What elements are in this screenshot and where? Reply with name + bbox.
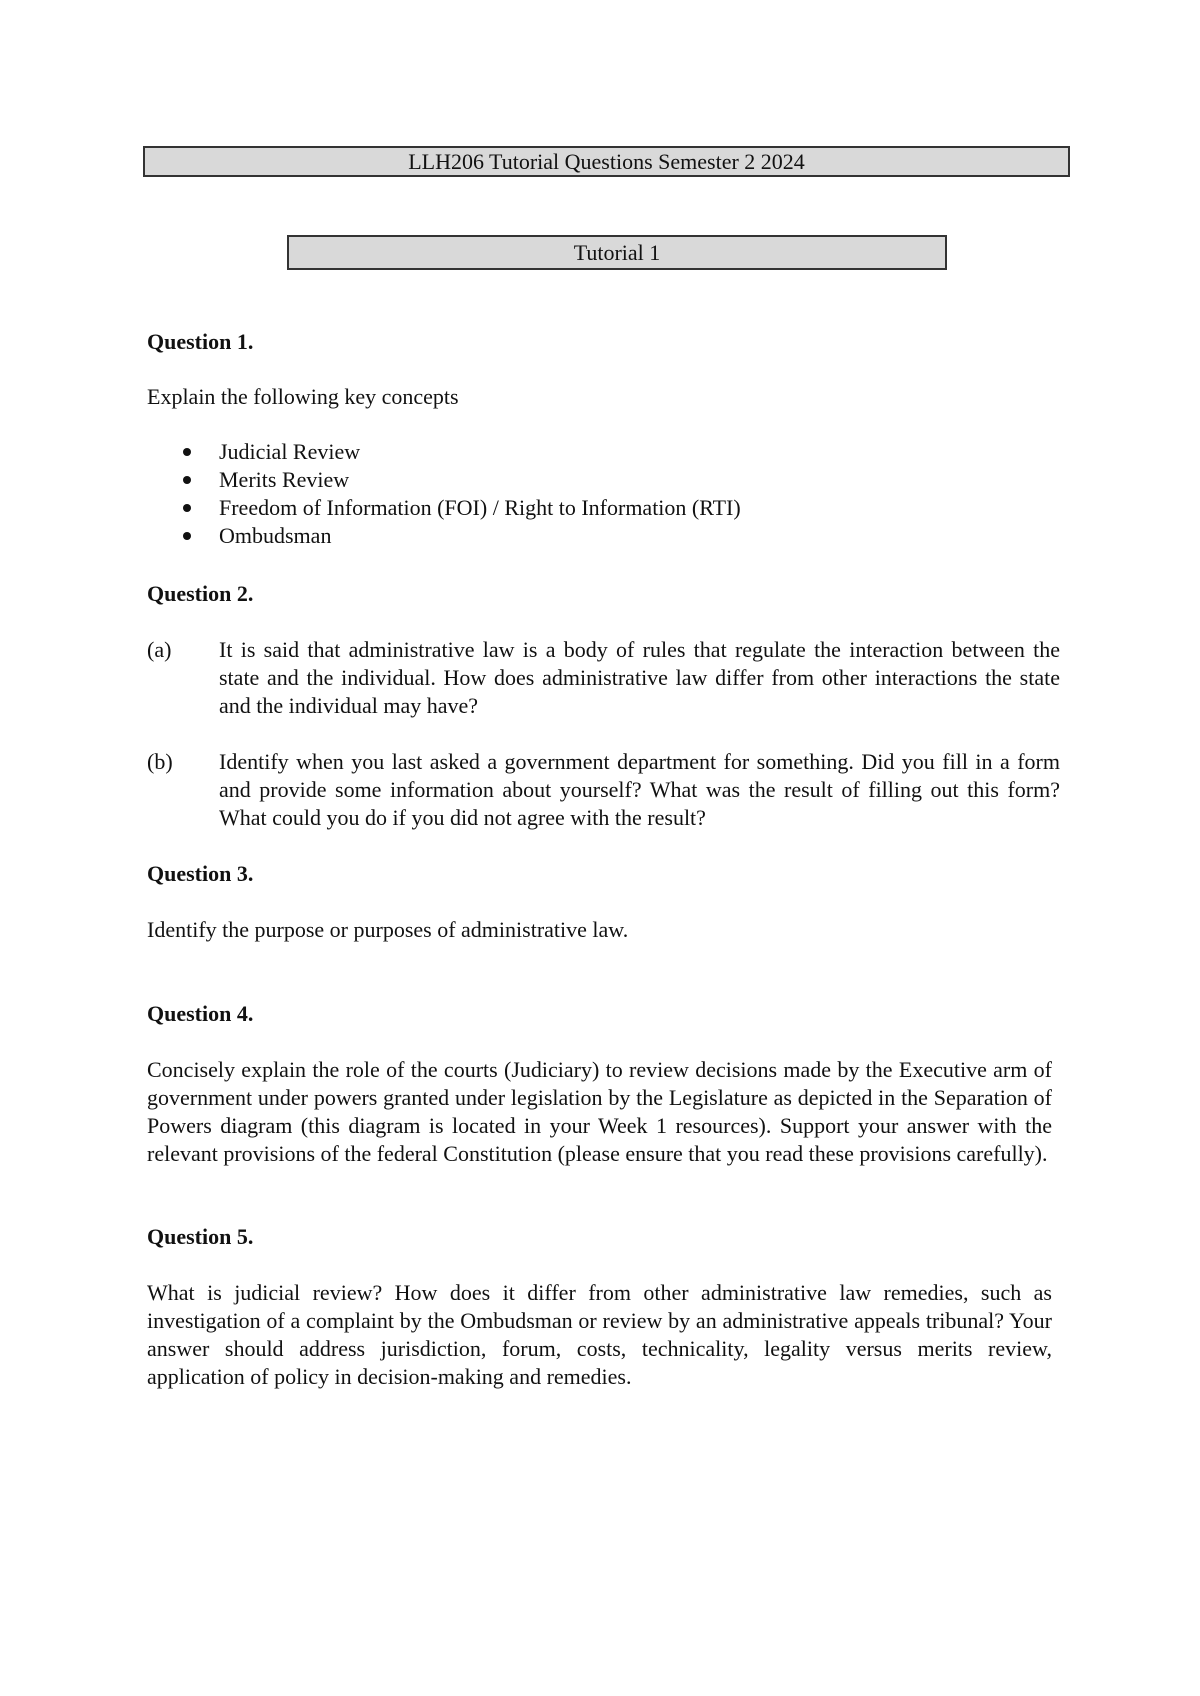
- list-item-text: Merits Review: [219, 467, 350, 492]
- part-text: It is said that administrative law is a body of rules that regulate the interaction between the state and the individual. How does administrative law differ from other interactions the state and the individual may have?: [219, 637, 1060, 718]
- question-5-text: What is judicial review? How does it differ from other administrative law remedies, such as investigation of a complaint by the Ombudsman or review by an administrative appeals tribunal? Your answer should address jurisdiction, forum, costs, technicality, legality versus merits review, application of policy in decision-making and remedies.: [147, 1280, 1052, 1389]
- bullet-icon: [183, 532, 191, 540]
- question-2-part-a: [147, 636, 1060, 720]
- part-label: (b): [147, 749, 173, 774]
- bullet-icon: [183, 504, 191, 512]
- question-2-part-b: [147, 748, 1060, 832]
- question-4-heading: Question 4.: [147, 1001, 254, 1026]
- question-1-heading: Question 1.: [147, 329, 254, 354]
- question-3-text: Identify the purpose or purposes of administrative law.: [147, 917, 629, 942]
- question-1-intro: Explain the following key concepts: [147, 384, 459, 409]
- document-title: LLH206 Tutorial Questions Semester 2 2024: [143, 146, 1070, 177]
- list-item: [147, 494, 741, 522]
- list-item-text: Ombudsman: [219, 523, 332, 548]
- question-2-heading: Question 2.: [147, 581, 254, 606]
- list-item: [147, 466, 741, 494]
- part-label: (a): [147, 637, 172, 662]
- list-item: [147, 522, 741, 550]
- question-1-concept-list: [147, 438, 741, 550]
- bullet-icon: [183, 448, 191, 456]
- list-item-text: Judicial Review: [219, 439, 361, 464]
- part-text: Identify when you last asked a government department for something. Did you fill in a form and provide some information about yourself? What was the result of filling out this form? What could you do if you did not agree with the result?: [219, 749, 1060, 830]
- question-5-heading: Question 5.: [147, 1224, 254, 1249]
- question-3-heading: Question 3.: [147, 861, 254, 886]
- tutorial-heading: Tutorial 1: [287, 235, 947, 270]
- list-item-text: Freedom of Information (FOI) / Right to Information (RTI): [219, 495, 741, 520]
- bullet-icon: [183, 476, 191, 484]
- list-item: [147, 438, 741, 466]
- question-4-text: Concisely explain the role of the courts (Judiciary) to review decisions made by the Executive arm of government under powers granted under legislation by the Legislature as depicted in the Separation of Powers diagram (this diagram is located in your Week 1 resources). Support your answer with the relevant provisions of the federal Constitution (please ensure that you read these provisions carefully).: [147, 1057, 1052, 1166]
